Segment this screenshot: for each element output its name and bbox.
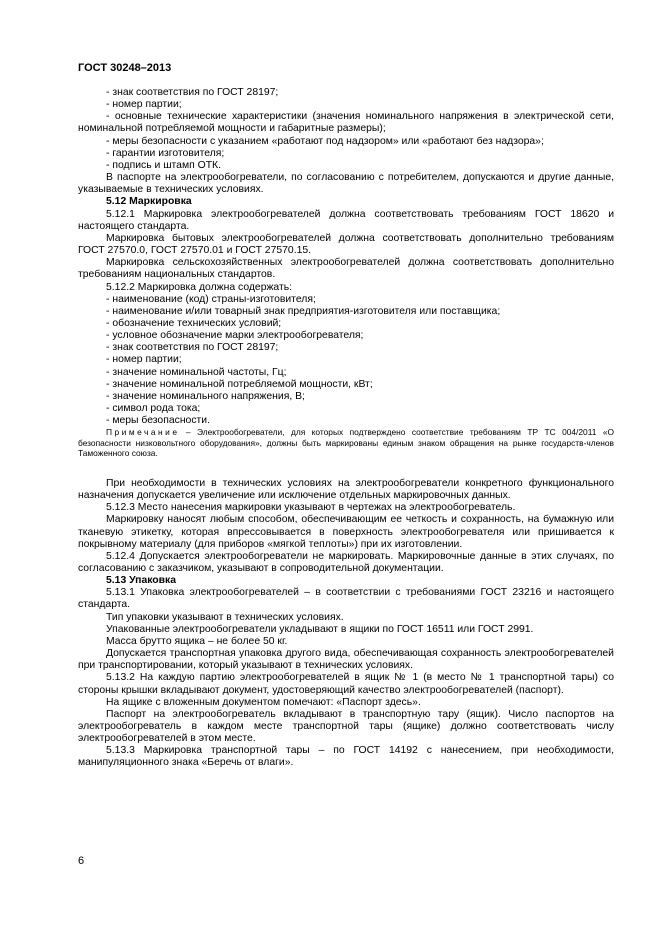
paragraph: Тип упаковки указывают в технических условиях. — [106, 611, 344, 623]
list-item: - номер партии; — [106, 99, 182, 111]
section-heading: 5.13 Упаковка — [106, 575, 177, 587]
document-body — [78, 87, 614, 770]
paragraph: Маркировка сельскохозяйственных электрообогревателей должна соответствовать дополнительно требованиям национальных стандартов. — [78, 257, 614, 281]
page-number: 6 — [78, 855, 85, 867]
paragraph: 5.13.3 Маркировка транспортной тары – по ГОСТ 14192 с нанесением, при необходимости, манипуляционного знака «Беречь от влаги». — [78, 745, 614, 769]
paragraph: Допускается транспортная упаковка другого вида, обеспечивающая сохранность электрообогревателей при транспортировании, который указывают в технических условиях. — [78, 648, 614, 672]
paragraph: Масса брутто ящика – не более 50 кг. — [106, 635, 288, 647]
list-item: - меры безопасности с указанием «работают под надзором» или «работают без надзора»; — [106, 135, 544, 147]
paragraph: Паспорт на электрообогреватель вкладывают в транспортную тару (ящик). Число паспортов на электрообогреватель в каждом месте транспортной тары (ящике) должно соответствовать числу электрообогревателей в этом месте. — [78, 708, 614, 745]
paragraph: Упакованные электрообогреватели укладывают в ящики по ГОСТ 16511 или ГОСТ 2991. — [106, 623, 534, 635]
paragraph: Маркировку наносят любым способом, обеспечивающим ее четкость и сохранность, на бумажную или тканевую этикетку, которая впрессовывается в поверхность электрообогревателя или пришивается к покрывному материалу (для приборов «мягкой теплоты») при их изготовлении. — [78, 514, 614, 550]
paragraph: 5.12.3 Место нанесения маркировки указывают в чертежах на электрообогреватель. — [106, 502, 516, 514]
note — [78, 427, 614, 459]
document-header: ГОСТ 30248–2013 — [78, 62, 172, 74]
paragraph: Маркировка бытовых электрообогревателей должна соответствовать дополнительно требованиям ГОСТ 27570.0, ГОСТ 27570.01 и ГОСТ 27570.15. — [78, 232, 614, 257]
list-item: - значение номинальной частоты, Гц; — [106, 366, 287, 378]
paragraph: В паспорте на электрообогреватели, по согласованию с потребителем, допускаются и другие данные, указываемые в технических условиях. — [78, 172, 614, 196]
list-item: - гарантии изготовителя; — [106, 147, 225, 159]
list-item: - подпись и штамп ОТК. — [106, 159, 221, 171]
list-item: - меры безопасности. — [106, 415, 210, 427]
list-item: - наименование и/или товарный знак предприятия-изготовителя или поставщика; — [106, 305, 501, 317]
note-label: Примечание — [106, 427, 180, 438]
list-item: - основные технические характеристики (значения номинального напряжения в электрической сети, номинальной потребляемой мощности и габаритные размеры); — [78, 111, 614, 135]
note-text: – Электрообогреватели, для которых подтверждено соответствие требованиям ТР ТС 004/2011 «О безопасности низковольтного оборудования», должны быть маркированы единым знаком обращения на рынке государств-членов Таможенного союза. — [78, 427, 614, 459]
section-heading: 5.12 Маркировка — [106, 196, 192, 208]
list-item: - значение номинальной потребляемой мощности, кВт; — [106, 378, 373, 390]
paragraph: 5.12.4 Допускается электрообогреватели не маркировать. Маркировочные данные в этих случаях, по согласованию с заказчиком, указывают в сопроводительной документации. — [78, 550, 614, 574]
paragraph: 5.12.1 Маркировка электрообогревателей должна соответствовать требованиям ГОСТ 18620 и настоящего стандарта. — [78, 208, 614, 232]
paragraph: 5.13.2 На каждую партию электрообогревателей в ящик № 1 (в место № 1 транспортной тары) со стороны крышки вкладывают документ, удостоверяющий качество электрообогревателей (паспорт). — [78, 672, 614, 696]
paragraph: 5.12.2 Маркировка должна содержать: — [106, 281, 293, 293]
list-item: - значение номинального напряжения, В; — [106, 390, 305, 402]
paragraph: При необходимости в технических условиях на электрообогреватели конкретного функционального назначения допускается увеличение или исключение отдельных маркировочных данных. — [78, 477, 614, 502]
list-item: - условное обозначение марки электрообогревателя; — [106, 330, 364, 342]
paragraph: На ящике с вложенным документом помечают: «Паспорт здесь». — [106, 696, 421, 708]
paragraph: 5.13.1 Упаковка электрообогревателей – в соответствии с требованиями ГОСТ 23216 и настоящего стандарта. — [78, 587, 614, 611]
list-item: - символ рода тока; — [106, 403, 201, 415]
list-item: - номер партии; — [106, 354, 182, 366]
list-item: - знак соответствия по ГОСТ 28197; — [106, 87, 279, 98]
list-item: - знак соответствия по ГОСТ 28197; — [106, 342, 279, 354]
list-item: - обозначение технических условий; — [106, 317, 282, 329]
list-item: - наименование (код) страны-изготовителя; — [106, 293, 316, 305]
